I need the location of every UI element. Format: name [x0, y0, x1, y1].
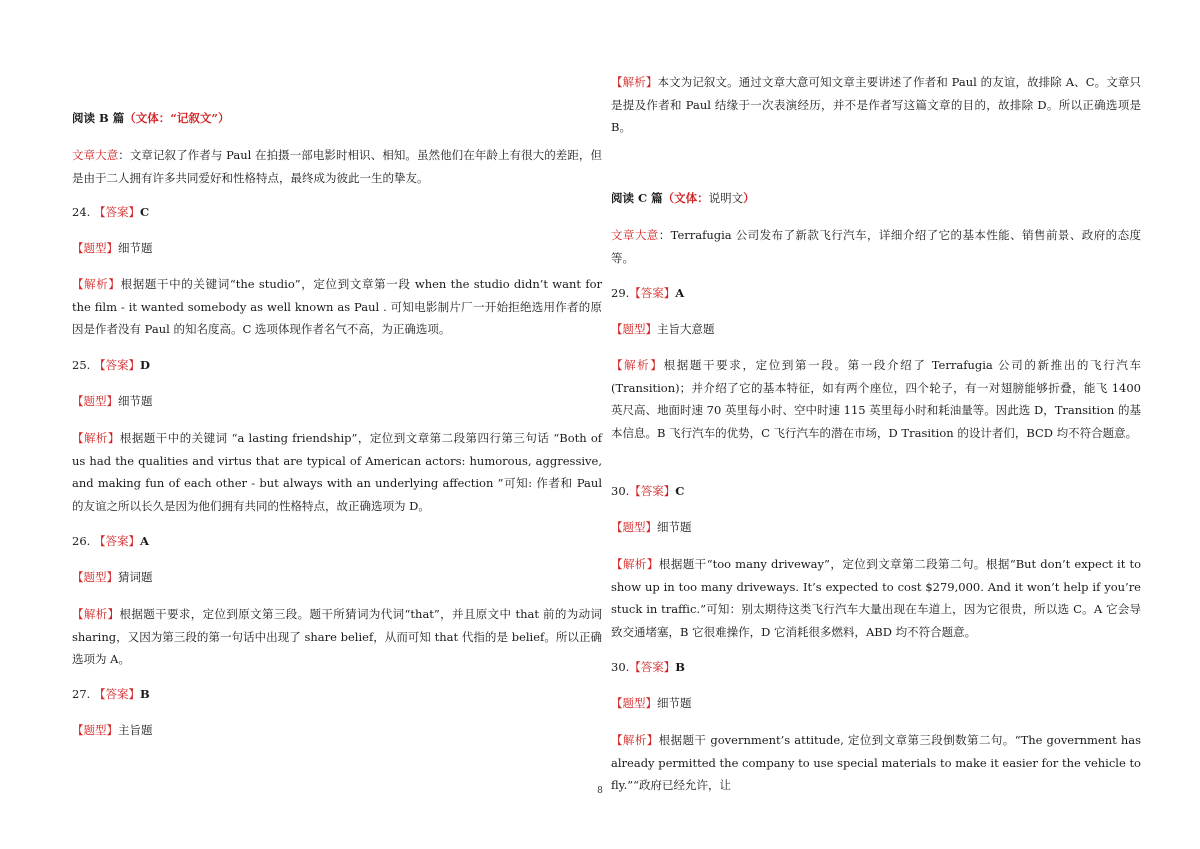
analysis-label: 【解析】	[611, 358, 664, 372]
q25-type	[72, 390, 602, 413]
summary-label: 文章大意	[611, 228, 659, 242]
q30b-answer-value: B	[675, 660, 686, 674]
q30b-number: 30.	[611, 660, 630, 674]
answer-label: 【答案】	[93, 358, 140, 372]
q30-type	[611, 516, 1141, 539]
q26-analysis	[72, 603, 602, 671]
section-c-genre-word: 说明文	[708, 191, 744, 205]
q27-answer-value: B	[139, 687, 150, 701]
q29-analysis-text: 根据题干要求，定位到第一段。第一段介绍了 Terrafugia 公司的新推出的飞行汽车 (Transition)；并介绍了它的基本特征，如有两个座位，四个轮子，有一对翅膀能够折叠，能飞 1400 英尺高、地面时速 70 英里每小时、空中时速 115 英里每小时和耗油量等。因此选 D，Transition 的基本信息。B 飞行汽车的优势，C 飞行汽车的潜在市场，D Trasition 的设计者们，BCD 均不符合题意。	[611, 358, 1141, 440]
q30b-answer	[611, 656, 1141, 679]
q29-answer-value: A	[675, 286, 685, 300]
q30-number: 30.	[611, 484, 630, 498]
type-label: 【题型】	[611, 696, 657, 710]
q30-answer-value: C	[675, 484, 685, 498]
type-label: 【题型】	[72, 570, 118, 584]
q27-type-value: 主旨题	[118, 723, 153, 737]
section-b-title: 阅读 B 篇	[72, 111, 125, 125]
q27-answer	[72, 683, 602, 706]
q24-analysis-text: 根据题干中的关键词“the studio”，定位到文章第一段 when the studio didn’t want for the film - it wanted somebody as well known as Paul . 可知电影制片厂一开始拒绝选用作者的原因是作者没有 Paul 的知名度高。C 选项体现作者名气不高，为正确选项。	[72, 277, 603, 336]
analysis-label: 【解析】	[72, 607, 120, 621]
q24-type	[72, 237, 602, 260]
summary-text: ：Terrafugia 公司发布了新款飞行汽车，详细介绍了它的基本性能、销售前景、政府的态度等。	[611, 228, 1141, 265]
q29-type-value: 主旨大意题	[657, 322, 715, 336]
analysis-label: 【解析】	[611, 75, 658, 89]
q27-number: 27.	[72, 687, 94, 701]
q30-answer	[611, 480, 1141, 503]
q30-analysis	[611, 553, 1141, 643]
type-label: 【题型】	[611, 322, 657, 336]
q26-analysis-text: 根据题干要求，定位到原文第三段。题干所猜词为代词“that”，并且原文中 that 前的为动词 sharing，又因为第三段的第一句话中出现了 share belief，从而可知 that 代指的是 belief。所以正确选项为 A。	[72, 607, 603, 666]
q25-analysis-text: 根据题干中的关键词 “a lasting friendship”，定位到文章第二段第四行第三句话 “Both of us had the qualities and virtus that are typical of American actors: humorous, aggressive, and making fun of each other - but always with an underlying affection ”可知: 作者和 Paul 的友谊之所以长久是因为他们拥有共同的性格特点，故正确选项为 D。	[72, 431, 603, 513]
type-label: 【题型】	[72, 723, 118, 737]
q26-number: 26.	[72, 534, 94, 548]
q24-answer	[72, 201, 602, 224]
q26-type	[72, 566, 602, 589]
q30-analysis-text: 根据题干“too many driveway”，定位到文章第二段第二句。根据“But don’t expect it to show up in too many driveways. It’s expected to cost $279,000. And it won’t help if you’re stuck in traffic.”可知：别太期待这类飞行汽车大量出现在车道上，因为它很贵，所以选 C。A 它会导致交通堵塞，B 它很难操作，D 它消耗很多燃料，ABD 均不符合题意。	[611, 557, 1141, 639]
analysis-label: 【解析】	[72, 431, 120, 445]
q24-analysis	[72, 273, 602, 341]
answer-label: 【答案】	[629, 286, 676, 300]
type-label: 【题型】	[611, 520, 657, 534]
q24-answer-value: C	[139, 205, 150, 219]
answer-label: 【答案】	[93, 534, 140, 548]
q30b-type	[611, 692, 1141, 715]
analysis-label: 【解析】	[611, 733, 659, 747]
q25-type-value: 细节题	[118, 394, 153, 408]
q30b-type-value: 细节题	[657, 696, 692, 710]
q29-type	[611, 318, 1141, 341]
q30b-analysis-text: 根据题干 government’s attitude, 定位到文章第三段倒数第二句。“The government has already permitted the company to use special materials to make it easier for the vehicle to fly.”“政府已经允许，让	[611, 733, 1141, 792]
analysis-label: 【解析】	[611, 557, 659, 571]
summary-text: ：文章记叙了作者与 Paul 在拍摄一部电影时相识、相知。虽然他们在年龄上有很大的差距，但是由于二人拥有许多共同爱好和性格特点，最终成为彼此一生的挚友。	[72, 148, 603, 185]
q24-type-value: 细节题	[118, 241, 153, 255]
q29-number: 29.	[611, 286, 630, 300]
q27-type	[72, 719, 602, 742]
section-b-genre: （文体：“记叙文”）	[124, 111, 230, 125]
q30-type-value: 细节题	[657, 520, 692, 534]
analysis-label: 【解析】	[72, 277, 121, 291]
q28-analysis-text: 本文为记叙文。通过文章大意可知文章主要讲述了作者和 Paul 的友谊，故排除 A、C。文章只是提及作者和 Paul 结缘于一次表演经历，并不是作者写这篇文章的目的，故排除 D。所以正确选项是 B。	[611, 75, 1141, 134]
q26-answer-value: A	[139, 534, 149, 548]
q29-answer	[611, 282, 1141, 305]
section-c-heading	[611, 187, 1141, 210]
answer-label: 【答案】	[629, 484, 676, 498]
q24-number: 24.	[72, 205, 94, 219]
q26-type-value: 猜词题	[118, 570, 153, 584]
q25-analysis	[72, 427, 602, 517]
q28-analysis	[611, 71, 1141, 139]
q26-answer	[72, 530, 602, 553]
section-c-genre-close: ）	[743, 191, 755, 205]
section-b-heading	[72, 107, 602, 130]
page-number: 8	[597, 786, 603, 796]
q29-analysis	[611, 354, 1141, 444]
section-c-title: 阅读 C 篇	[611, 191, 663, 205]
section-b-summary	[72, 144, 602, 189]
answer-label: 【答案】	[93, 205, 140, 219]
answer-label: 【答案】	[93, 687, 140, 701]
answer-label: 【答案】	[629, 660, 676, 674]
type-label: 【题型】	[72, 241, 118, 255]
summary-label: 文章大意	[72, 148, 119, 162]
section-c-genre-open: （文体：	[662, 191, 709, 205]
q25-number: 25.	[72, 358, 94, 372]
q25-answer-value: D	[139, 358, 150, 372]
section-c-summary	[611, 224, 1141, 269]
type-label: 【题型】	[72, 394, 118, 408]
q25-answer	[72, 354, 602, 377]
